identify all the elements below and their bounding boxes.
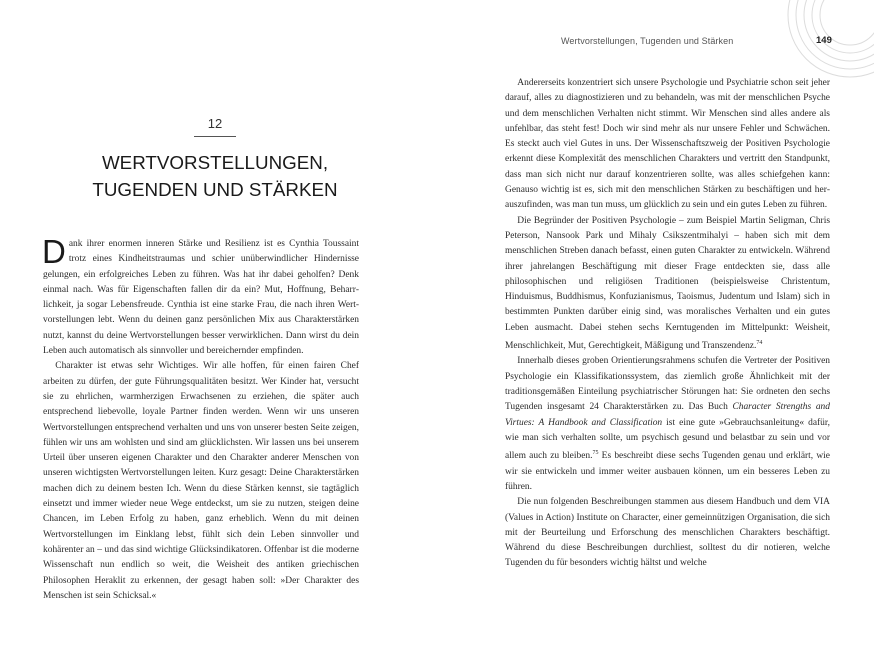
paragraph [505,354,830,495]
paragraph-text: ank ihrer enormen inneren Stärke und Resilienz ist es Cynthia Toussaint trotz eines Kindheitstraumas und schier unüberwindlicher Hindernisse gelungen, ein erfolgreiches Leben zu führen. Was hat ihr dabei geholfen? Denk einmal nach. Was für Eigenschaften fallen dir da ein? Mut, Hoffnung, Beharrlichkeit, ja sogar Lebensfreude. Cynthia ist eine starke Frau, die nach ihren Wertvorstellungen lebt. Wenn du deinen ganz persönlichen Mix aus Charakterstärken nutzt, kannst du deine Wertvorstellungen besser verwirklichen. Dann wirst du dein Leben auch automatisch als sinnvoller und bereichernder empfinden. [43,239,359,357]
paragraph: Charakter ist etwas sehr Wichtiges. Wir alle hoffen, für einen fairen Chef arbeiten zu dürfen, der gute Führungsqualitäten besitzt. Wer Kinder hat, versucht sie zu ehrlichen, warmherzigen Erwachsenen zu erziehen, die später auch entsprechend liebevolle, loyale Partner finden werden. Wenn wir uns unseren Wertvorstellungen entsprechend verhalten und uns von unserer besten Seite zeigen, fühlen wir uns am wohlsten und sind am glücklichsten. Wir lassen uns bei unserem Urteil über unseren eigenen Charakter und den Charakter anderer Menschen von unseren wichtigsten Wertvorstellungen leiten. Kurz gesagt: Deine Charakterstärken machen dich zu deinem besten Ich. Wenn du diese Stärken kennst, sie tagtäglich einsetzt und immer wieder neue Wege entdeckst, um sie zu nutzen, steigen deine Chancen, im Leben Erfolg zu haben, ganz erheblich. Wenn du mit deinen Wertvorstellungen im Einklang lebst, fühlt sich dein Leben sinnvoller und kohärenter an – und das sind wichtige Glücksindikatoren. Offenbar ist die moderne Wissenschaft nun endlich so weit, die Weisheit des antiken griechischen Philosophen Heraklit zu erkennen, der gesagt haben soll: »Der Charakter des Menschen ist sein Schicksal.« [43,361,359,601]
footnote-marker: 74 [756,340,763,347]
paragraph: Andererseits konzentriert sich unsere Psychologie und Psychiatrie schon seit jeher darauf, alles zu diagnostizieren und zu behandeln, was mit der menschlichen Psyche und dem menschlichen Verhalten nicht stimmt. Wir Menschen sind alles andere als unfehlbar, das steht fest! Doch wir sind mehr als nur unsere Fehler und Schwächen. Es steckt auch viel Gutes in uns. Der Wissenschaftszweig der Positiven Psychologie erkennt diese Komplexität des menschlichen Charakters und vertritt den Standpunkt, dass man sich nicht nur darauf konzentrieren sollte, was alles schiefgehen kann: Genauso wichtig ist es, sich mit den menschlichen Stärken zu beschäftigen und herauszufinden, was man tun muss, um glücklich zu sein und ein gutes Leben zu führen. [505,78,830,211]
chapter-title [40,150,390,203]
chapter-title-line-1: WERTVORSTELLUNGEN, [101,152,329,173]
drop-cap: D [42,233,66,270]
footnote-marker: 75 [592,450,599,457]
right-page [437,0,874,648]
paragraph-text: Innerhalb dieses groben Orientierungsrahmens schufen die Vertreter der Positiven Psychologie ein Klassifikationssystem, das ziemlich große Ähnlichkeit mit der traditionsgemäßen Einteilung psychiatrischer Störungen hat: Sie ordneten den sechs Tugenden insgesamt 24 Charakterstärken zu. Das Buch [505,356,830,413]
paragraph-text: Es beschreibt diese sechs Tugenden genau und erklärt, wie wir sie entwickeln und immer weiter ausbauen können, um ein besseres Leben zu führen. [505,451,830,492]
left-body-text [42,233,359,604]
paragraph [42,233,359,359]
page-number: 149 [816,35,832,46]
book-title: Character Strengths and Virtues: A Handbook and Classification [505,402,830,428]
running-head: Wertvorstellungen, Tugenden und Stärken [561,36,734,46]
paragraph-text: ist eine gute »Gebrauchsanleitung« dafür, wie man sich verhalten sollte, um psychisch gesund und belastbar zu sein und vor allem auch zu bleiben. [505,417,830,462]
chapter-title-line-2: TUGENDEN UND STÄRKEN [92,178,338,200]
chapter-divider [194,136,236,137]
paragraph: Die nun folgenden Beschreibungen stammen aus diesem Handbuch und dem VIA (Values in Action) Institute on Character, einer gemeinnützigen Organisation, die sich mit der Beurteilung und Erforschung des menschlichen Charakters beschäftigt. Während du diese Beschreibungen durchliest, solltest du dir notieren, welche Tugenden du für besonders wichtig hältst und welche [505,497,830,569]
chapter-number: 12 [207,116,223,131]
right-body-text [505,76,830,572]
paragraph-text: Die Begründer der Positiven Psychologie – zum Beispiel Martin Seligman, Chris Peterson, Nansook Park und Mihaly Csikszentmihalyi – haben sich mit dem menschlichen Streben danach befasst, einen guten Charakter zu entwickeln. Während ihrer jahrelangen Beschäftigung mit dieser Frage entdeckten sie, dass alle philosophischen und religiösen Traditionen (beispielsweise Christentum, Hinduismus, Buddhismus, Konfuzianismus, Taoismus, Judentum und Islam) sich in bestimmten Punkten darüber einig sind, was moralisches Verhalten und ein gutes Leben ausmacht. Dabei stehen sechs Kerntugenden im Mittelpunkt: Weisheit, Menschlichkeit, Mut, Gerechtigkeit, Mäßigung und Transzendenz. [505,215,830,352]
paragraph [505,214,830,355]
